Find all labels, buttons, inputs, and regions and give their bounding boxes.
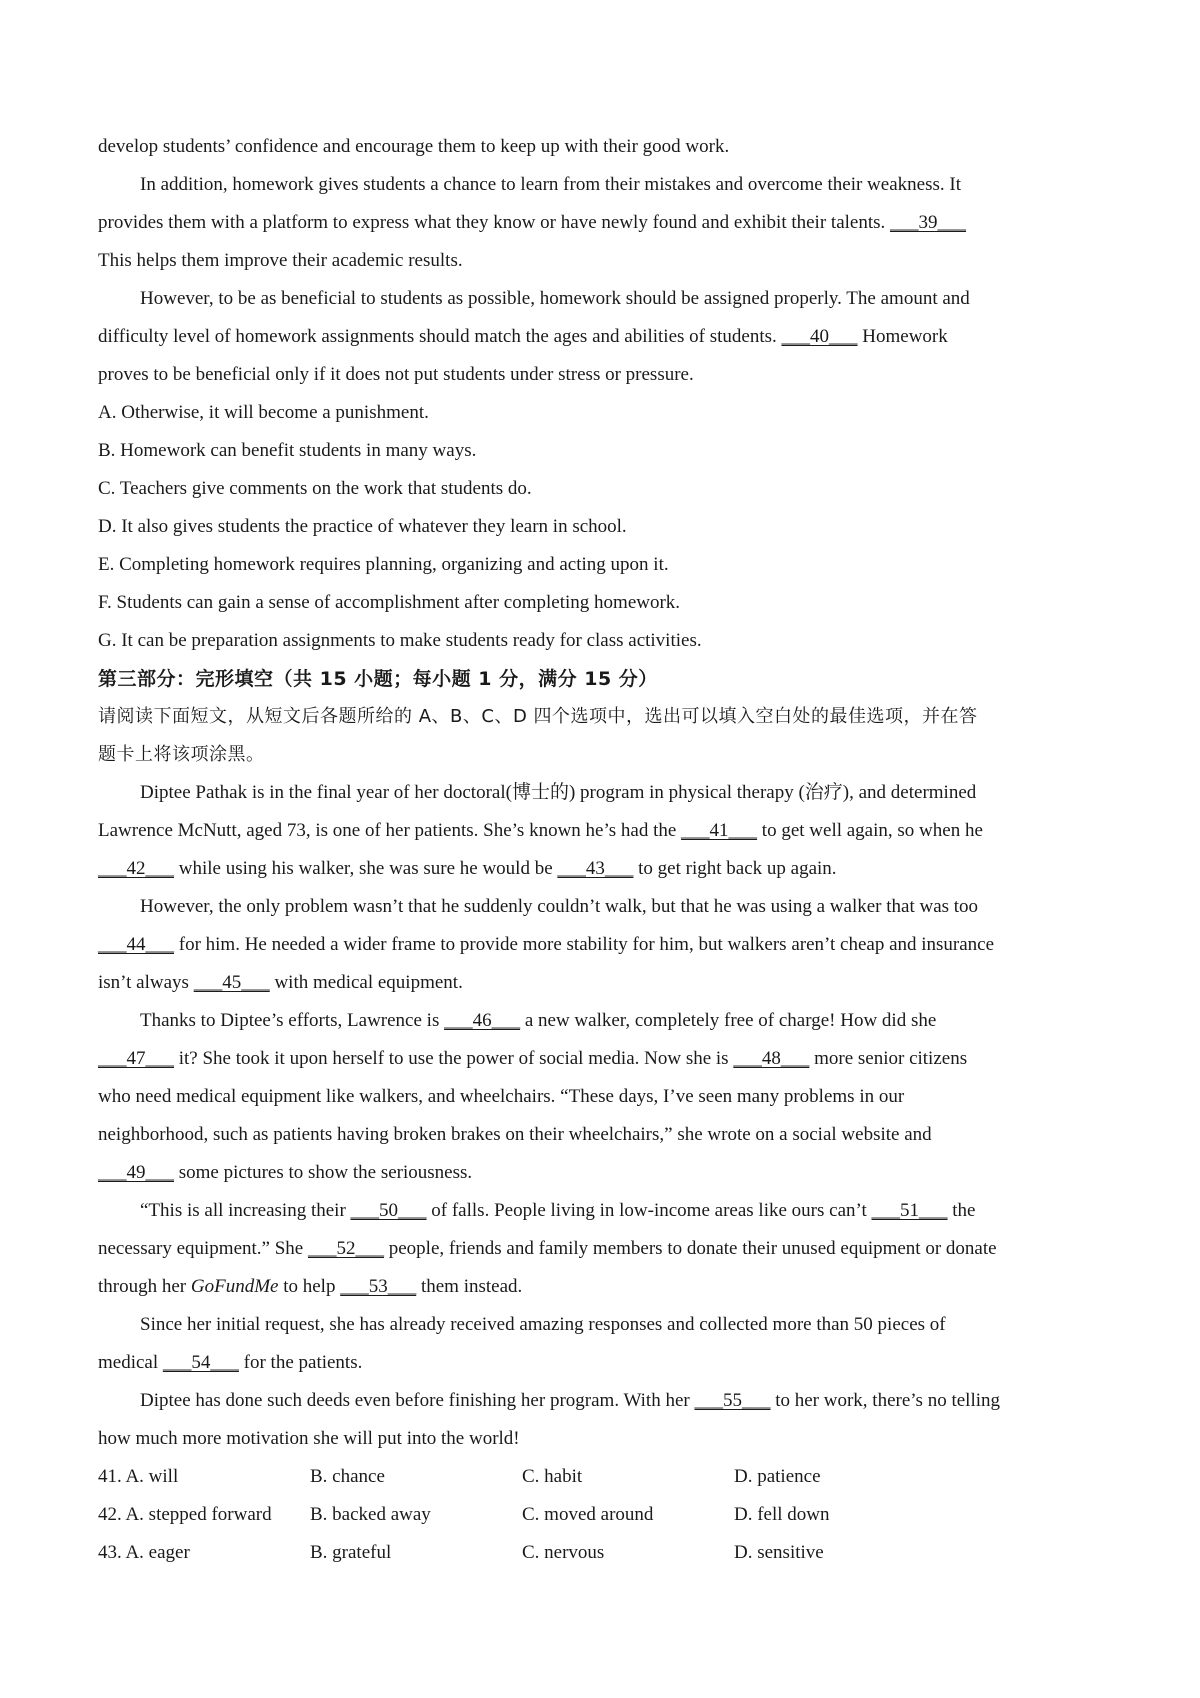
blank-52: ___52___	[307, 1238, 384, 1259]
question-row	[98, 1458, 1110, 1496]
paragraph-line: “This is all increasing their ___50___ of falls. People living in low-income areas like ours can’t ___51___ the	[140, 1200, 976, 1221]
instruction-line: 题卡上将该项涂黑。	[98, 744, 265, 765]
paragraph-line: Diptee Pathak is in the final year of her doctoral(博士的) program in physical therapy (治疗), and determined	[140, 782, 977, 803]
paragraph-line: Thanks to Diptee’s efforts, Lawrence is ___46___ a new walker, completely free of charge! How did she	[140, 1010, 937, 1031]
blank-55: ___55___	[694, 1390, 771, 1411]
option-b: B. Homework can benefit students in many ways.	[98, 440, 477, 461]
choice-d: D. fell down	[734, 1504, 830, 1525]
choice-c: C. nervous	[522, 1542, 605, 1563]
paragraph-line: Lawrence McNutt, aged 73, is one of her patients. She’s known he’s had the ___41___ to get well again, so when he	[98, 820, 983, 841]
paragraph-line: ___44___ for him. He needed a wider frame to provide more stability for him, but walkers aren’t cheap and insurance	[98, 934, 995, 955]
blank-48: ___48___	[733, 1048, 810, 1069]
option-e: E. Completing homework requires planning, organizing and acting upon it.	[98, 554, 669, 575]
blank-50: ___50___	[350, 1200, 427, 1221]
option-a: A. Otherwise, it will become a punishment.	[98, 402, 429, 423]
choice-c: C. habit	[522, 1466, 583, 1487]
blank-53: ___53___	[340, 1276, 417, 1297]
gofundme-name: GoFundMe	[190, 1276, 279, 1297]
paragraph-line: medical ___54___ for the patients.	[98, 1352, 363, 1373]
choice-a: 41. A. will	[98, 1466, 179, 1487]
blank-42: ___42___	[98, 858, 174, 879]
paragraph-line: Since her initial request, she has already received amazing responses and collected more than 50 pieces of	[140, 1314, 946, 1335]
choice-b: B. chance	[310, 1466, 385, 1487]
paragraph-line: develop students’ confidence and encourage them to keep up with their good work.	[98, 136, 730, 157]
blank-51: ___51___	[871, 1200, 948, 1221]
paragraph-line: isn’t always ___45___ with medical equipment.	[98, 972, 463, 993]
paragraph-line: ___42___ while using his walker, she was sure he would be ___43___ to get right back up again.	[98, 858, 837, 879]
section-heading: 第三部分：完形填空（共 15 小题；每小题 1 分，满分 15 分）	[98, 668, 658, 690]
paragraph-line: ___47___ it? She took it upon herself to use the power of social media. Now she is ___48___ more senior citizens	[98, 1048, 968, 1069]
paragraph-line: how much more motivation she will put into the world!	[98, 1428, 520, 1449]
choice-c: C. moved around	[522, 1504, 654, 1525]
blank-41: ___41___	[681, 820, 758, 841]
paragraph-line: Diptee has done such deeds even before finishing her program. With her ___55___ to her work, there’s no telling	[140, 1390, 1000, 1411]
paragraph-line: who need medical equipment like walkers, and wheelchairs. “These days, I’ve seen many problems in our	[98, 1086, 905, 1107]
blank-40: ___40___	[781, 326, 858, 347]
choice-b: B. backed away	[310, 1504, 431, 1525]
blank-47: ___47___	[98, 1048, 174, 1069]
choice-b: B. grateful	[310, 1542, 392, 1563]
instruction-line: 请阅读下面短文，从短文后各题所给的 A、B、C、D 四个选项中，选出可以填入空白处的最佳选项，并在答	[98, 706, 978, 727]
paragraph-line: This helps them improve their academic results.	[98, 250, 463, 271]
paragraph-line: provides them with a platform to express what they know or have newly found and exhibit their talents. ___39___	[98, 212, 967, 233]
paragraph-line: In addition, homework gives students a chance to learn from their mistakes and overcome their weakness. It	[140, 174, 961, 195]
option-c: C. Teachers give comments on the work that students do.	[98, 478, 532, 499]
document-page	[98, 128, 1110, 1572]
question-row	[98, 1496, 1110, 1534]
choice-a: 43. A. eager	[98, 1542, 190, 1563]
option-f: F. Students can gain a sense of accomplishment after completing homework.	[98, 592, 681, 613]
paragraph-line: However, to be as beneficial to students as possible, homework should be assigned properly. The amount and	[140, 288, 970, 309]
paragraph-line: proves to be beneficial only if it does not put students under stress or pressure.	[98, 364, 694, 385]
blank-45: ___45___	[193, 972, 270, 993]
blank-39: ___39___	[890, 212, 967, 233]
question-row	[98, 1534, 1110, 1572]
choice-d: D. sensitive	[734, 1542, 824, 1563]
choice-a: 42. A. stepped forward	[98, 1504, 272, 1525]
option-d: D. It also gives students the practice of whatever they learn in school.	[98, 516, 627, 537]
blank-46: ___46___	[444, 1010, 521, 1031]
paragraph-line: difficulty level of homework assignments should match the ages and abilities of students. ___40___ Homework	[98, 326, 948, 347]
blank-43: ___43___	[557, 858, 634, 879]
paragraph-line: necessary equipment.” She ___52___ people, friends and family members to donate their unused equipment or donate	[98, 1238, 997, 1259]
paragraph-line: neighborhood, such as patients having broken brakes on their wheelchairs,” she wrote on a social website and	[98, 1124, 932, 1145]
choice-d: D. patience	[734, 1466, 821, 1487]
option-g: G. It can be preparation assignments to make students ready for class activities.	[98, 630, 702, 651]
paragraph-line: ___49___ some pictures to show the seriousness.	[98, 1162, 473, 1183]
paragraph-line: However, the only problem wasn’t that he suddenly couldn’t walk, but that he was using a walker that was too	[140, 896, 979, 917]
paragraph-line: through her GoFundMe to help ___53___ them instead.	[98, 1276, 523, 1297]
blank-44: ___44___	[98, 934, 174, 955]
blank-49: ___49___	[98, 1162, 174, 1183]
blank-54: ___54___	[162, 1352, 239, 1373]
